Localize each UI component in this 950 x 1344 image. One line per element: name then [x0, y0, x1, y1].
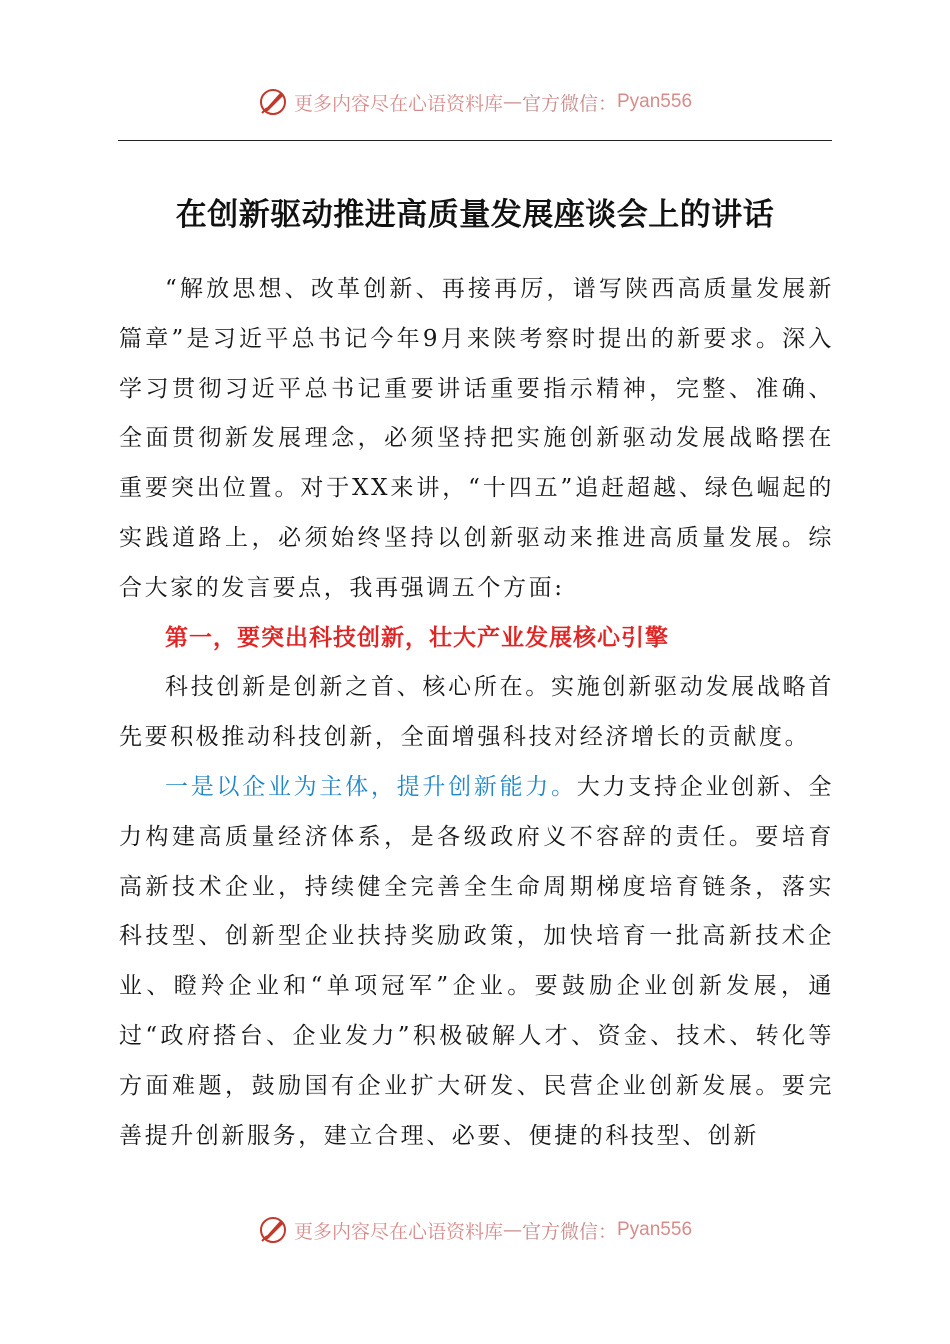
watermark-dash: —	[502, 91, 522, 113]
watermark-dash: —	[502, 1219, 522, 1241]
intro-paragraph: “解放思想、改革创新、再接再厉，谱写陕西高质量发展新篇章”是习近平总书记今年9月来陕考察时提出的新要求。深入学习贯彻习近平总书记重要讲话重要指示精神，完整、准确、全面贯彻新发展理念，必须坚持把实施创新驱动发展战略摆在重要突出位置。对于XX来讲，“十四五”追赶超越、绿色崛起的实践道路上，必须始终坚持以创新驱动来推进高质量发展。综合大家的发言要点，我再强调五个方面:	[119, 276, 834, 601]
quill-logo-icon	[258, 1215, 288, 1245]
quill-logo-icon	[258, 87, 288, 117]
header-watermark	[0, 87, 950, 117]
watermark-id: Pyan556	[617, 1219, 693, 1240]
watermark-main-text: 更多内容尽在心语资料库	[293, 1220, 503, 1243]
header-divider	[118, 140, 832, 141]
document-body	[119, 265, 834, 1161]
point-lead: 一是以企业为主体，提升创新能力。	[165, 773, 577, 800]
section-heading: 第一，要突出科技创新，壮大产业发展核心引擎	[165, 624, 669, 651]
watermark-sub-text: 官方微信：	[521, 92, 617, 115]
section-paragraph: 科技创新是创新之首、核心所在。实施创新驱动发展战略首先要积极推动科技创新，全面增强科技对经济增长的贡献度。	[119, 674, 834, 751]
watermark-sub-text: 官方微信：	[521, 1220, 617, 1243]
point-body: 大力支持企业创新、全力构建高质量经济体系，是各级政府义不容辞的责任。要培育高新技术企业，持续健全完善全生命周期梯度培育链条，落实科技型、创新型企业扶持奖励政策，加快培育一批高新技术企业、瞪羚企业和“单项冠军”企业。要鼓励企业创新发展，通过“政府搭台、企业发力”积极破解人才、资金、技术、转化等方面难题，鼓励国有企业扩大研发、民营企业创新发展。要完善提升创新服务，建立合理、必要、便捷的科技型、创新	[119, 773, 835, 1149]
watermark-id: Pyan556	[617, 91, 693, 112]
document-title: 在创新驱动推进高质量发展座谈会上的讲话	[175, 197, 775, 233]
footer-watermark	[0, 1215, 950, 1245]
point-paragraph	[119, 763, 834, 1161]
watermark-main-text: 更多内容尽在心语资料库	[293, 92, 503, 115]
